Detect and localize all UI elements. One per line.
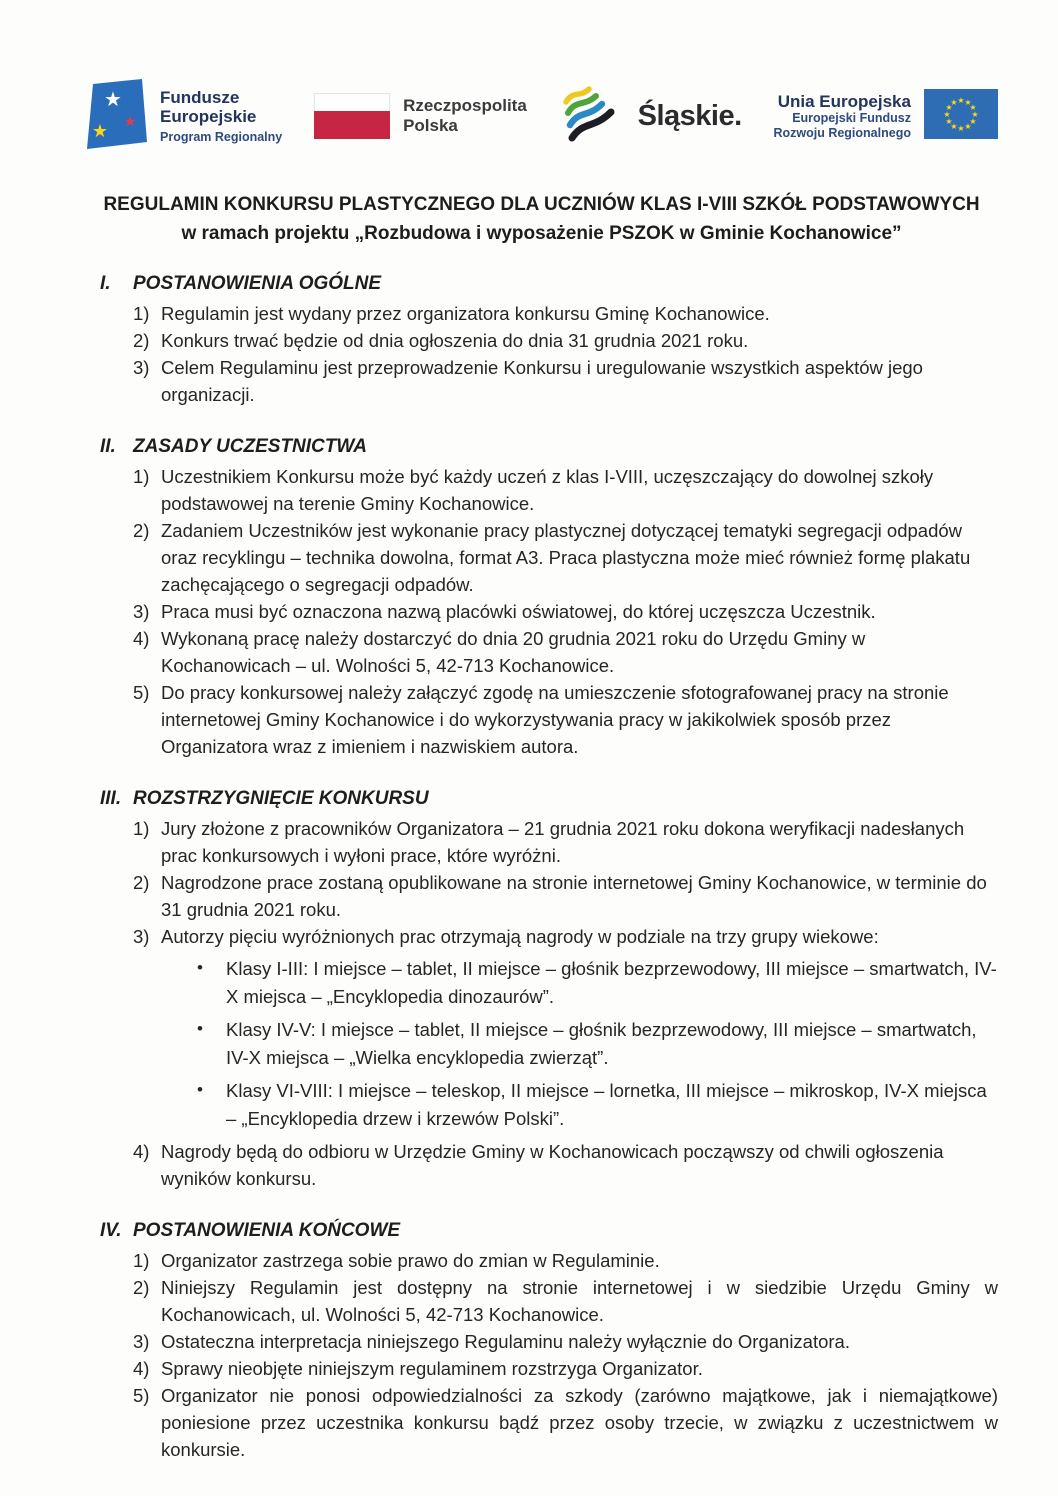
list-item [100, 327, 998, 354]
svg-text:★: ★ [964, 121, 972, 131]
list-item [100, 517, 998, 598]
unia-subtitle-line2: Rozwoju Regionalnego [773, 125, 911, 140]
list-item-marker: 4) [133, 628, 150, 649]
list-item-marker: 5) [133, 1385, 150, 1406]
list-item-marker: 2) [133, 520, 150, 541]
list-item [100, 923, 998, 950]
list-item [100, 1382, 998, 1463]
section-numeral: III. [100, 788, 122, 809]
svg-text:★: ★ [969, 102, 977, 112]
fundusze-subtitle: Program Regionalny [160, 130, 283, 144]
list-item-marker: 3) [133, 926, 150, 947]
section-heading-text: ROZSTRZYGNIĘCIE KONKURSU [133, 788, 429, 809]
list-item-text: Sprawy nieobjęte niniejszym regulaminem rozstrzyga Organizator. [161, 1358, 703, 1379]
sub-list-item-text: Klasy IV-V: I miejsce – tablet, II miejsce – głośnik bezprzewodowy, III miejsce – smartwatch, IV-X miejsca – „Wielka encyklopedia zwierząt”. [226, 1019, 977, 1068]
list-item-text: Ostateczna interpretacja niniejszego Regulaminu należy wyłącznie do Organizatora. [161, 1331, 850, 1352]
list-item [100, 869, 998, 923]
list-item-marker: 2) [133, 330, 150, 351]
svg-text:★: ★ [957, 95, 965, 105]
list-item-marker: 3) [133, 357, 150, 378]
list-item-marker: 2) [133, 1277, 150, 1298]
list-item-text: Nagrody będą do odbioru w Urzędzie Gminy w Kochanowicach począwszy od chwili ogłoszenia wyników konkursu. [161, 1141, 944, 1189]
title-line-2: w ramach projektu „Rozbudowa i wyposażenie PSZOK w Gminie Kochanowice” [181, 223, 902, 244]
list-item [100, 625, 998, 679]
svg-text:★: ★ [950, 97, 958, 107]
section-numeral: IV. [100, 1220, 122, 1241]
unia-subtitle-line1: Europejski Fundusz [792, 110, 911, 125]
eu-funds-flag-icon [85, 79, 147, 154]
list-item [100, 1138, 998, 1192]
list-item-text: Organizator zastrzega sobie prawo do zmian w Regulaminie. [161, 1250, 660, 1271]
list-item-marker: 2) [133, 872, 150, 893]
slaskie-wordmark: Śląskie. [637, 99, 742, 132]
title-line-1: REGULAMIN KONKURSU PLASTYCZNEGO DLA UCZNIÓW KLAS I-VIII SZKÓŁ PODSTAWOWYCH [103, 194, 980, 215]
section-heading-text: ZASADY UCZESTNICTWA [133, 436, 367, 457]
sub-list-item-text: Klasy I-III: I miejsce – tablet, II miejsce – głośnik bezprzewodowy, III miejsce – smartwatch, IV-X miejsca – „Encyklopedia dinozaurów”. [226, 958, 997, 1007]
svg-text:★: ★ [950, 121, 958, 131]
list-item-marker: 4) [133, 1358, 150, 1379]
section-heading [100, 785, 998, 812]
list-item-text: Konkurs trwać będzie od dnia ogłoszenia do dnia 31 grudnia 2021 roku. [161, 330, 749, 351]
svg-text:★: ★ [964, 97, 972, 107]
logo-rzeczpospolita-polska [314, 93, 527, 139]
list-item [100, 463, 998, 517]
list-item [100, 598, 998, 625]
list-item-marker: 5) [133, 682, 150, 703]
section-heading-text: POSTANOWIENIA OGÓLNE [133, 273, 382, 294]
unia-title: Unia Europejska [777, 91, 911, 111]
list-item-text: Niniejszy Regulamin jest dostępny na stronie internetowej i w siedzibie Urzędu Gminy w Kochanowicach, ul. Wolności 5, 42-713 Kochanowice. [161, 1277, 998, 1325]
list-item [100, 1247, 998, 1274]
eu-flag-icon [924, 89, 998, 144]
logo-fundusze-europejskie [85, 79, 282, 154]
document-title [85, 190, 998, 248]
svg-text:★: ★ [104, 88, 122, 111]
sub-list-item [100, 955, 998, 1011]
list-item-text: Praca musi być oznaczona nazwą placówki oświatowej, do której uczęszcza Uczestnik. [161, 601, 876, 622]
list-item-marker: 1) [133, 1250, 150, 1271]
list-item [100, 1328, 998, 1355]
svg-text:★: ★ [91, 120, 109, 141]
header-logos [85, 68, 998, 164]
bullet-icon: • [197, 1019, 203, 1038]
sub-list-item [100, 1016, 998, 1072]
list-item-text: Autorzy pięciu wyróżnionych prac otrzymają nagrody w podziale na trzy grupy wiekowe: [161, 926, 879, 947]
section-heading-text: POSTANOWIENIA KOŃCOWE [133, 1220, 401, 1241]
document-body [100, 270, 998, 1463]
sub-list-item-text: Klasy VI-VIII: I miejsce – teleskop, II miejsce – lornetka, III miejsce – mikroskop, IV-X miejsca – „Encyklopedia drzew i krzewów Polski”. [226, 1080, 987, 1129]
poland-flag-icon [314, 93, 390, 139]
list-item-text: Regulamin jest wydany przez organizatora konkursu Gminę Kochanowice. [161, 303, 770, 324]
svg-text:★: ★ [123, 112, 137, 129]
polska-title-line1: Rzeczpospolita [403, 96, 527, 115]
svg-text:★: ★ [969, 116, 977, 126]
list-item-text: Jury złożone z pracowników Organizatora – 21 grudnia 2021 roku dokona weryfikacji nadesłanych prac konkursowych i wyłoni prace, które wyróżni. [161, 818, 965, 866]
logo-unia-europejska [773, 89, 998, 144]
section-numeral: I. [100, 273, 111, 294]
list-item [100, 300, 998, 327]
list-item-marker: 1) [133, 303, 150, 324]
list-item [100, 679, 998, 760]
bullet-icon: • [197, 958, 203, 977]
sub-list-item [100, 1077, 998, 1133]
list-item [100, 354, 998, 408]
fundusze-title-line2: Europejskie [160, 107, 257, 126]
list-item-text: Nagrodzone prace zostaną opublikowane na stronie internetowej Gminy Kochanowice, w terminie do 31 grudnia 2021 roku. [161, 872, 987, 920]
polska-title-line2: Polska [403, 116, 458, 135]
section-postanowienia-ogolne [100, 270, 998, 408]
svg-text:★: ★ [971, 109, 979, 119]
svg-text:★: ★ [957, 123, 965, 133]
section-rozstrzygniecie-konkursu [100, 785, 998, 1192]
list-item-marker: 3) [133, 1331, 150, 1352]
svg-text:★: ★ [945, 116, 953, 126]
list-item [100, 815, 998, 869]
list-item-marker: 4) [133, 1141, 150, 1162]
bullet-icon: • [197, 1080, 203, 1099]
section-postanowienia-koncowe [100, 1217, 998, 1463]
list-item [100, 1274, 998, 1328]
list-item [100, 1355, 998, 1382]
list-item-text: Zadaniem Uczestników jest wykonanie pracy plastycznej dotyczącej tematyki segregacji odpadów oraz recyklingu – technika dowolna, format A3. Praca plastyczna może mieć również formę plakatu zachęcającego o segregacji odpadów. [161, 520, 971, 595]
list-item-marker: 1) [133, 818, 150, 839]
section-heading [100, 433, 998, 460]
slaskie-waves-icon [559, 85, 625, 148]
list-item-marker: 3) [133, 601, 150, 622]
svg-text:★: ★ [943, 109, 951, 119]
list-item-text: Wykonaną pracę należy dostarczyć do dnia 20 grudnia 2021 roku do Urzędu Gminy w Kochanowicach – ul. Wolności 5, 42-713 Kochanowice. [161, 628, 866, 676]
list-item-text: Uczestnikiem Konkursu może być każdy uczeń z klas I-VIII, uczęszczający do dowolnej szkoły podstawowej na terenie Gminy Kochanowice. [161, 466, 934, 514]
list-item-text: Organizator nie ponosi odpowiedzialności za szkody (zarówno majątkowe, jak i niemajątkowe) poniesione przez uczestnika konkursu bądź przez osoby trzecie, w związku z uczestnictwem w konkursie. [161, 1385, 998, 1460]
section-zasady-uczestnictwa [100, 433, 998, 760]
list-item-text: Celem Regulaminu jest przeprowadzenie Konkursu i uregulowanie wszystkich aspektów jego organizacji. [161, 357, 923, 405]
section-heading [100, 270, 998, 297]
list-item-marker: 1) [133, 466, 150, 487]
svg-text:★: ★ [945, 102, 953, 112]
section-numeral: II. [100, 436, 116, 457]
fundusze-title-line1: Fundusze [160, 88, 240, 107]
section-heading [100, 1217, 998, 1244]
logo-slaskie [559, 85, 742, 148]
list-item-text: Do pracy konkursowej należy załączyć zgodę na umieszczenie sfotografowanej pracy na stronie internetowej Gminy Kochanowice i do wykorzystywania pracy w jakikolwiek sposób przez Organizatora wraz z imieniem i nazwiskiem autora. [161, 682, 949, 757]
